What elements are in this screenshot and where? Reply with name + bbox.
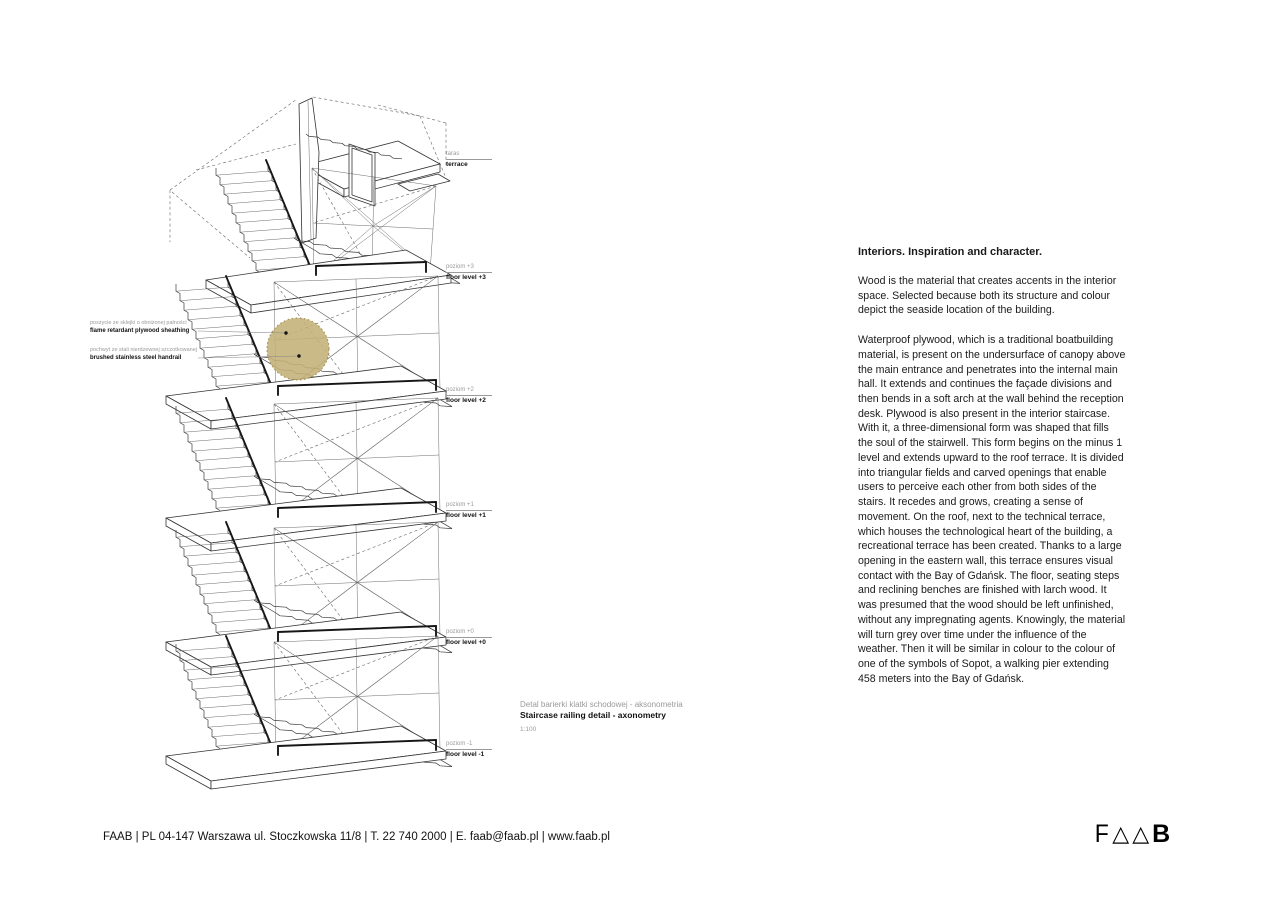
floor-label-plus0: [446, 629, 516, 647]
article: [858, 246, 1126, 701]
logo-triangle-icon: △: [1112, 821, 1133, 846]
article-heading: Interiors. Inspiration and character.: [858, 246, 1042, 258]
logo-letter: B: [1152, 820, 1174, 848]
annotation-plywood-sheathing: [90, 320, 205, 336]
annotation-pl: poszycie ze sklejki o obniżonej palności: [90, 320, 187, 326]
faab-logo: [1094, 820, 1173, 849]
caption-title-pl: Detal barierki klatki schodowej - aksonometria: [520, 700, 683, 709]
floor-label-plus2: [446, 387, 516, 405]
detail-highlight-circle: [267, 318, 329, 380]
floor-label-pl: poziom +3: [446, 264, 492, 273]
logo-triangle-icon: △: [1132, 821, 1153, 846]
floor-label-pl: taras: [446, 151, 492, 160]
logo-letter: F: [1094, 820, 1112, 848]
article-paragraph: Waterproof plywood, which is a traditional boatbuilding material, is present on the undersurface of canopy above the main entrance and penetrates into the internal main hall. It extends and continues the façade divisions and then bends in a soft arch at the wall behind the reception desk. Plywood is also present in the interior staircase. With it, a three-dimensional form was shaped that fills the soul of the stairwell. This form begins on the minus 1 level and extends upward to the roof terrace. It is divided into triangular fields and carved openings that enable users to perceive each other from both sides of the stairs. It recedes and grows, creating a sense of movement. On the roof, next to the technical terrace, which houses the technological heart of the building, a recreational terrace has been created. Thanks to a large opening in the eastern wall, this terrace ensures visual contact with the Bay of Gdańsk. The floor, seating steps and reclining benches are finished with larch wood. It was presumed that the wood should be left unfinished, without any impregnating agents. Knowingly, the material will turn grey over time under the influence of the weather. Then it will be similar in colour to the colour of one of the symbols of Sopot, a walking pier extending 458 meters into the Bay of Gdańsk.: [858, 334, 1126, 685]
floor-label-pl: poziom +1: [446, 502, 492, 511]
floor-label-en: floor level +1: [446, 512, 486, 519]
floor-label-en: floor level +3: [446, 274, 486, 281]
floor-label-plus1: [446, 502, 516, 520]
floor-label-pl: poziom +0: [446, 629, 492, 638]
floor-label-minus1: [446, 741, 516, 759]
floor-label-terrace: [446, 151, 516, 169]
floor-label-en: floor level +0: [446, 639, 486, 646]
staircase-axonometric-drawing: [0, 0, 560, 820]
floor-label-en: floor level +2: [446, 397, 486, 404]
annotation-en: flame retardant plywood sheathing: [90, 328, 190, 335]
floor-label-plus3: [446, 264, 516, 282]
drawing-caption: [520, 699, 750, 734]
floor-label-pl: poziom -1: [446, 741, 492, 750]
annotation-en: brushed stainless steel handrail: [90, 355, 182, 362]
floor-label-en: terrace: [446, 161, 468, 168]
annotation-steel-handrail: [90, 347, 205, 363]
annotation-pl: pochwyt ze stali nierdzewnej szczotkowanej: [90, 347, 197, 353]
caption-scale: 1:100: [520, 726, 537, 734]
floor-label-pl: poziom +2: [446, 387, 492, 396]
floor-label-en: floor level -1: [446, 751, 485, 758]
caption-title-en: Staircase railing detail - axonometry: [520, 710, 666, 721]
article-paragraph: Wood is the material that creates accents in the interior space. Selected because both its structure and colour depict the seaside location of the building.: [858, 275, 1117, 317]
footer-contact: FAAB | PL 04-147 Warszawa ul. Stoczkowska 11/8 | T. 22 740 2000 | E. faab@faab.pl | www.faab.pl: [103, 831, 610, 843]
